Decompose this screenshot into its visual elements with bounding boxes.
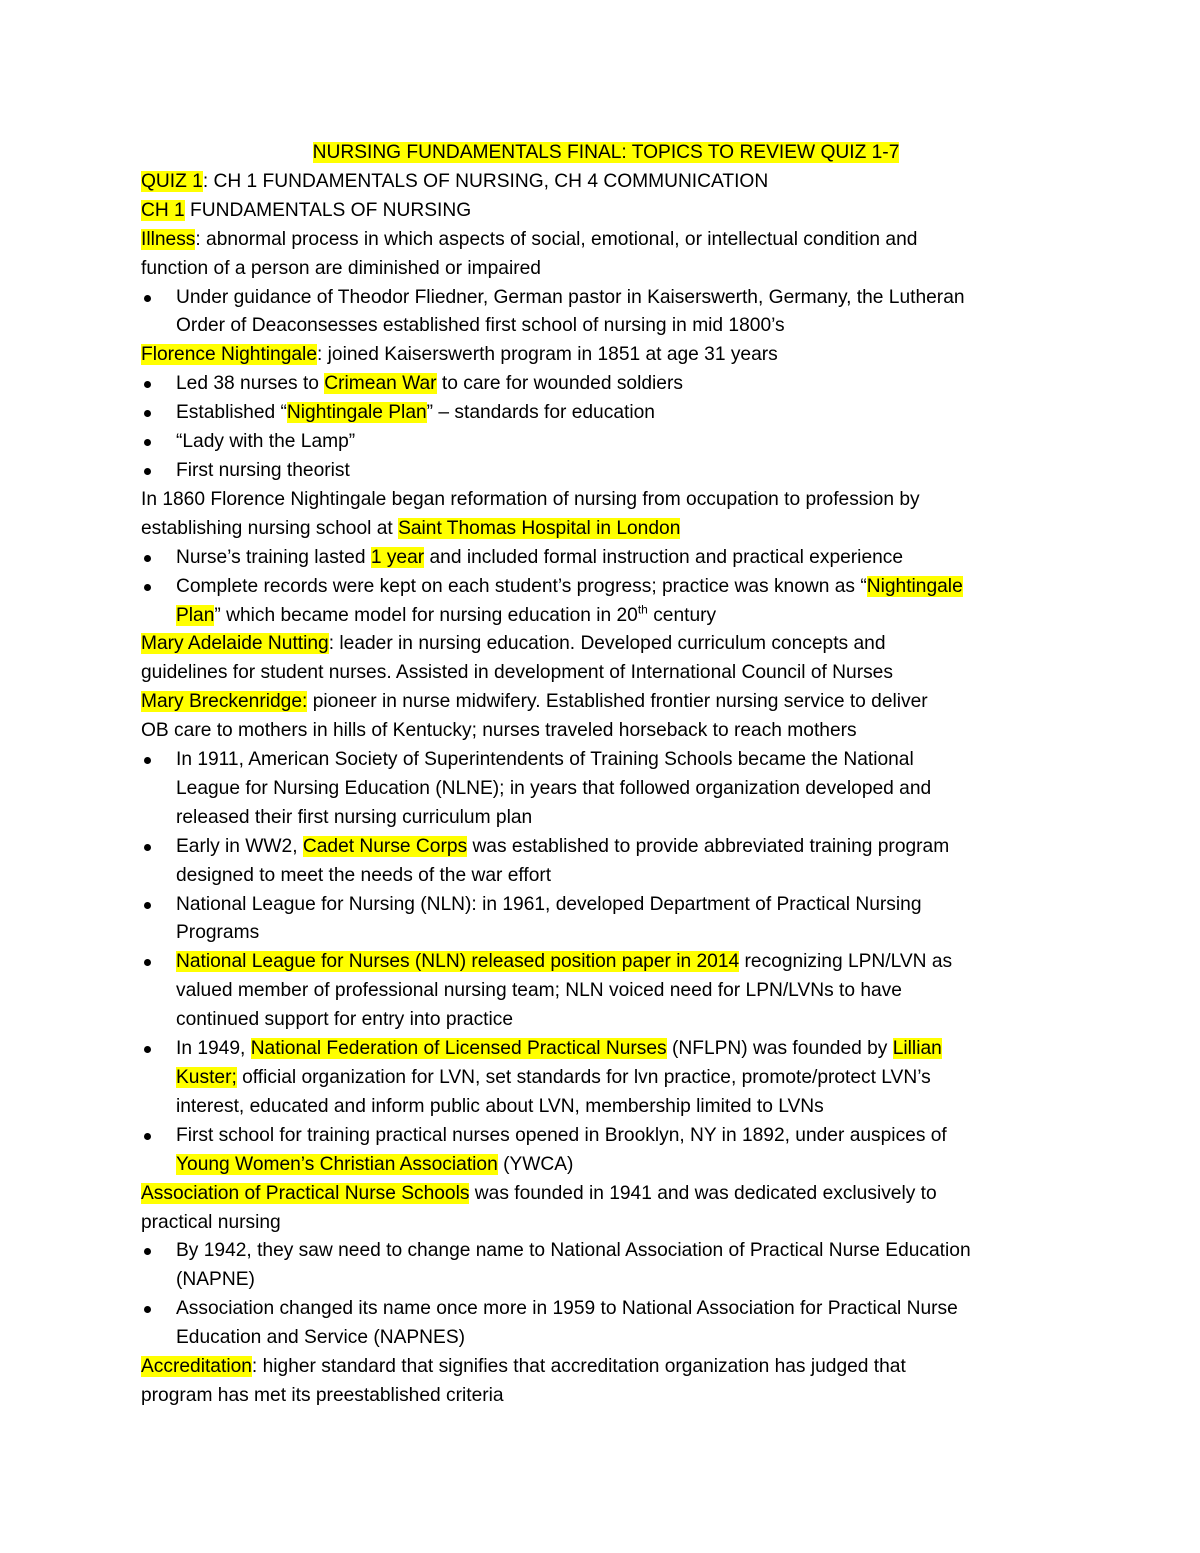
- bullet-napnes: [141, 1295, 1071, 1353]
- bullet-napne: [141, 1237, 1071, 1295]
- st-thomas-highlight: Saint Thomas Hospital in London: [398, 517, 681, 539]
- crimean-highlight: Crimean War: [324, 373, 437, 395]
- apns-term: Association of Practical Nurse Schools: [141, 1182, 470, 1204]
- nlne-line1: In 1911, American Society of Superintendents of Training Schools became the National: [176, 749, 914, 771]
- bullet-ywca: [141, 1122, 1071, 1180]
- accreditation-line1: [141, 1353, 1071, 1382]
- napnes-line1: Association changed its name once more in 1959 to National Association for Practical Nurse: [176, 1298, 958, 1320]
- bullet-fliedner: [141, 284, 1071, 342]
- paper-line1: [176, 948, 1071, 977]
- paper-line3: continued support for entry into practice: [176, 1009, 514, 1031]
- training-pre: Nurse’s training lasted: [176, 546, 371, 568]
- records-highlight-1: Nightingale: [866, 575, 963, 597]
- plan-post: ” – standards for education: [426, 402, 655, 424]
- illness-definition: [141, 226, 1071, 255]
- reform-line1: In 1860 Florence Nightingale began reformation of nursing from occupation to profession by: [141, 488, 920, 510]
- bullet-first-theorist: First nursing theorist: [141, 457, 1071, 486]
- fliedner-line2: Order of Deaconsesses established first school of nursing in mid 1800’s: [176, 315, 785, 337]
- ywca-post: (YWCA): [497, 1153, 574, 1175]
- illness-text: : abnormal process in which aspects of social, emotional, or intellectual condition and: [195, 228, 918, 250]
- ch1-text: FUNDAMENTALS OF NURSING: [184, 199, 472, 221]
- quiz1-label: QUIZ 1: [141, 170, 203, 192]
- bullet-records: [141, 573, 1071, 631]
- napne-line1: By 1942, they saw need to change name to National Association of Practical Nurse Education: [176, 1240, 971, 1262]
- one-year-highlight: 1 year: [370, 546, 425, 568]
- title-highlight: NURSING FUNDAMENTALS FINAL: TOPICS TO REVIEW QUIZ 1-7: [312, 142, 900, 163]
- crimean-pre: Led 38 nurses to: [176, 373, 325, 395]
- crimean-post: to care for wounded soldiers: [436, 373, 683, 395]
- nflpn-pre: In 1949,: [176, 1038, 251, 1060]
- plan-pre: Established “: [176, 402, 287, 424]
- reform-pre: establishing nursing school at: [141, 517, 399, 539]
- bullet-nlne: [141, 746, 1071, 833]
- paper-highlight: National League for Nurses (NLN) released position paper in 2014: [176, 951, 740, 973]
- accreditation-line2: program has met its preestablished criteria: [141, 1384, 504, 1406]
- ch1-label: CH 1: [141, 199, 185, 221]
- nflpn-line2: [176, 1064, 1071, 1093]
- ywca-line2: [176, 1151, 1071, 1180]
- quiz1-heading: [141, 168, 1071, 197]
- apns-text: was founded in 1941 and was dedicated exclusively to: [469, 1182, 937, 1204]
- cadet-post: was established to provide abbreviated training program: [467, 835, 950, 857]
- nightingale-heading: [141, 341, 1071, 370]
- nutting-text: : leader in nursing education. Developed curriculum concepts and: [328, 633, 886, 655]
- nlne-line3: released their first nursing curriculum plan: [176, 806, 533, 828]
- ywca-highlight: Young Women’s Christian Association: [176, 1153, 498, 1175]
- quiz1-text: : CH 1 FUNDAMENTALS OF NURSING, CH 4 COMMUNICATION: [202, 170, 769, 192]
- bullet-nightingale-plan: [141, 399, 1071, 428]
- nutting-line1: [141, 630, 1071, 659]
- paper-line2: valued member of professional nursing team; NLN voiced need for LPN/LVNs to have: [176, 980, 902, 1002]
- records-superscript: th: [637, 602, 648, 617]
- nutting-line2: guidelines for student nurses. Assisted in development of International Council of Nurses: [141, 662, 893, 684]
- nlne-line2: League for Nursing Education (NLNE); in years that followed organization developed and: [176, 777, 932, 799]
- napnes-line2: Education and Service (NAPNES): [176, 1327, 466, 1349]
- records-line1: [176, 573, 1071, 602]
- nightingale-term: Florence Nightingale: [141, 344, 317, 366]
- bullet-lady-lamp: “Lady with the Lamp”: [141, 428, 1071, 457]
- records-highlight-2: Plan: [176, 604, 215, 626]
- records-line2: [176, 602, 1071, 631]
- apns-line1: [141, 1180, 1071, 1209]
- nightingale-text: : joined Kaiserswerth program in 1851 at age 31 years: [317, 344, 778, 366]
- cadet-pre: Early in WW2,: [176, 835, 303, 857]
- illness-term: Illness: [141, 228, 196, 250]
- nflpn-line3: interest, educated and inform public about LVN, membership limited to LVNs: [176, 1095, 824, 1117]
- napne-line2: (NAPNE): [176, 1269, 255, 1291]
- nflpn-mid: (NFLPN) was founded by: [666, 1038, 893, 1060]
- bullet-crimean: [141, 370, 1071, 399]
- breckenridge-line1: [141, 688, 1071, 717]
- illness-definition-cont: function of a person are diminished or impaired: [141, 257, 541, 279]
- cadet-highlight: Cadet Nurse Corps: [302, 835, 468, 857]
- bullet-nflpn: [141, 1035, 1071, 1122]
- bullet-nln-1961: [141, 891, 1071, 949]
- ch1-heading: [141, 197, 1071, 226]
- breckenridge-term: Mary Breckenridge:: [141, 691, 308, 713]
- training-post: and included formal instruction and practical experience: [424, 546, 904, 568]
- paper-post: recognizing LPN/LVN as: [739, 951, 953, 973]
- ywca-line1: First school for training practical nurses opened in Brooklyn, NY in 1892, under auspices of: [176, 1124, 947, 1146]
- document-page: [141, 139, 1071, 1411]
- kuster-highlight: Kuster;: [176, 1067, 237, 1088]
- breckenridge-line2: OB care to mothers in hills of Kentucky; nurses traveled horseback to reach mothers: [141, 720, 857, 742]
- apns-line2: practical nursing: [141, 1211, 281, 1233]
- bullet-training-year: [141, 544, 1071, 573]
- records-post: ” which became model for nursing education in 20: [214, 604, 638, 626]
- breckenridge-text: pioneer in nurse midwifery. Established frontier nursing service to deliver: [307, 691, 928, 713]
- plan-highlight: Nightingale Plan: [286, 402, 427, 424]
- bullet-position-paper: [141, 948, 1071, 1035]
- lillian-highlight: Lillian: [892, 1038, 942, 1060]
- nutting-term: Mary Adelaide Nutting: [141, 633, 329, 655]
- nflpn-highlight: National Federation of Licensed Practical Nurses: [250, 1038, 667, 1060]
- cadet-line2: designed to meet the needs of the war effort: [176, 864, 552, 886]
- fliedner-line1: Under guidance of Theodor Fliedner, German pastor in Kaiserswerth, Germany, the Lutheran: [176, 286, 965, 308]
- records-end: century: [647, 604, 717, 626]
- accreditation-text: : higher standard that signifies that accreditation organization has judged that: [251, 1356, 906, 1378]
- nln-line1: National League for Nursing (NLN): in 1961, developed Department of Practical Nursing: [176, 893, 922, 915]
- reform-line2: [141, 515, 1071, 544]
- cadet-line1: [176, 833, 1071, 862]
- accreditation-term: Accreditation: [141, 1356, 252, 1378]
- document-title: [141, 139, 1071, 168]
- nln-line2: Programs: [176, 922, 260, 944]
- records-pre: Complete records were kept on each student’s progress; practice was known as “: [176, 575, 867, 597]
- bullet-cadet-corps: [141, 833, 1071, 891]
- nflpn-line1: [176, 1035, 1071, 1064]
- nflpn-text2: official organization for LVN, set standards for lvn practice, promote/protect LVN’s: [236, 1067, 931, 1088]
